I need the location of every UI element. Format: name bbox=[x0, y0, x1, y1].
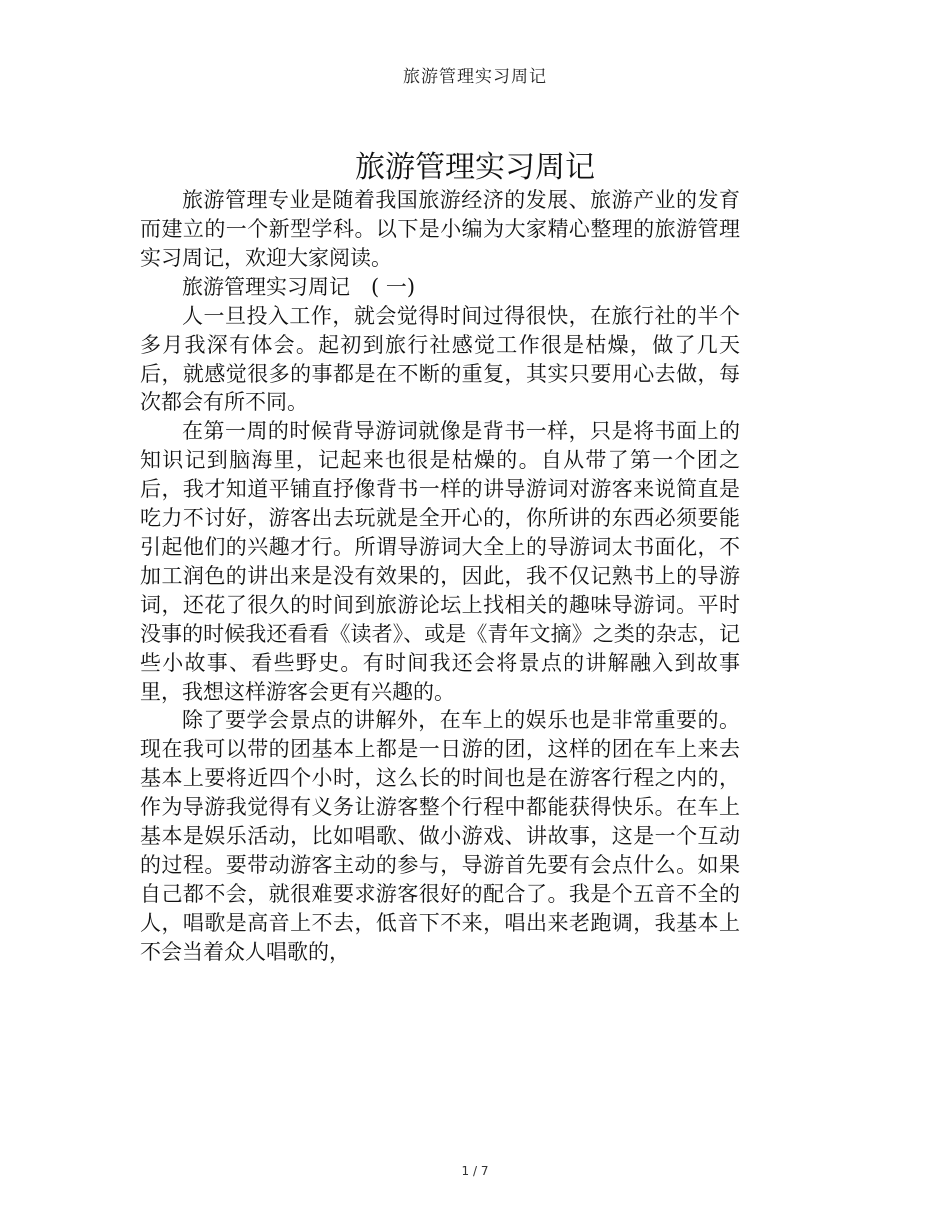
page-number: 1 / 7 bbox=[461, 1164, 489, 1178]
running-header: 旅游管理实习周记 bbox=[403, 67, 547, 87]
document-body bbox=[140, 186, 740, 967]
body-paragraph: 人一旦投入工作，就会觉得时间过得很快，在旅行社的半个多月我深有体会。起初到旅行社感觉工作很是枯燥，做了几天后，就感觉很多的事都是在不断的重复，其实只要用心去做，每次都会有所不同。 bbox=[140, 303, 740, 415]
section-heading: 旅游管理实习周记 ( 一) bbox=[182, 274, 416, 299]
intro-paragraph: 旅游管理专业是随着我国旅游经济的发展、旅游产业的发育而建立的一个新型学科。以下是小编为大家精心整理的旅游管理实习周记，欢迎大家阅读。 bbox=[140, 188, 740, 270]
body-paragraph: 在第一周的时候背导游词就像是背书一样，只是将书面上的知识记到脑海里，记起来也很是枯燥的。自从带了第一个团之后，我才知道平铺直抒像背书一样的讲导游词对游客来说简直是吃力不讨好，游客出去玩就是全开心的，你所讲的东西必须要能引起他们的兴趣才行。所谓导游词大全上的导游词太书面化，不加工润色的讲出来是没有效果的，因此，我不仅记熟书上的导游词，还花了很久的时间到旅游论坛上找相关的趣味导游词。平时没事的时候我还看看《读者》、或是《青年文摘》之类的杂志，记些小故事、看些野史。有时间我还会将景点的讲解融入到故事里，我想这样游客会更有兴趣的。 bbox=[140, 419, 740, 704]
document-title: 旅游管理实习周记 bbox=[355, 150, 595, 185]
body-paragraph: 除了要学会景点的讲解外，在车上的娱乐也是非常重要的。现在我可以带的团基本上都是一日游的团，这样的团在车上来去基本上要将近四个小时，这么长的时间也是在游客行程之内的，作为导游我觉得有义务让游客整个行程中都能获得快乐。在车上基本是娱乐活动，比如唱歌、做小游戏、讲故事，这是一个互动的过程。要带动游客主动的参与，导游首先要有会点什么。如果自己都不会，就很难要求游客很好的配合了。我是个五音不全的人，唱歌是高音上不去，低音下不来，唱出来老跑调，我基本上不会当着众人唱歌的， bbox=[140, 708, 740, 964]
